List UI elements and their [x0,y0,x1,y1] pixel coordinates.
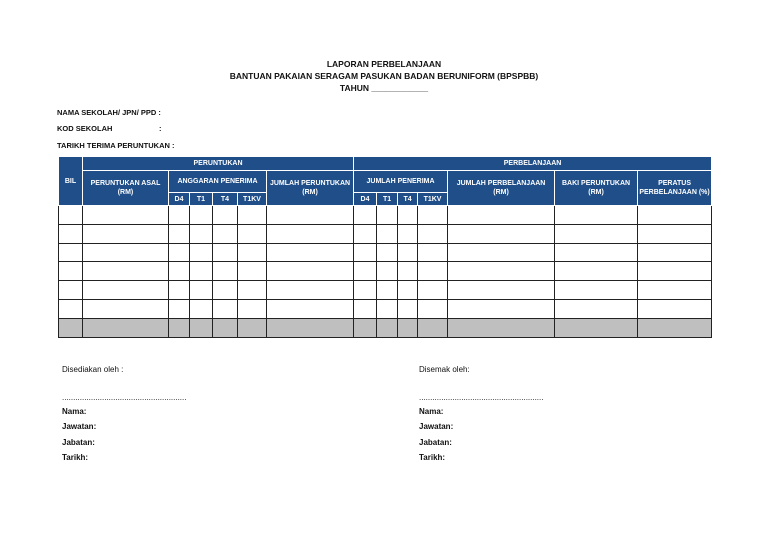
table-cell[interactable] [267,224,354,243]
table-cell[interactable] [190,281,213,300]
table-cell[interactable] [169,318,190,337]
table-cell[interactable] [238,299,267,318]
prepared-by-label: Disediakan oleh : [62,365,124,374]
table-cell[interactable] [377,224,398,243]
table-cell[interactable] [354,318,377,337]
table-cell[interactable] [555,299,638,318]
sub-col-d4: D4 [354,193,377,206]
table-cell[interactable] [448,281,555,300]
col-jumlah-penerima: JUMLAH PENERIMA [354,171,448,193]
table-cell[interactable] [555,243,638,262]
table-cell[interactable] [398,243,418,262]
table-cell[interactable] [377,299,398,318]
table-cell[interactable] [59,299,83,318]
table-cell[interactable] [398,224,418,243]
table-row [59,281,712,300]
table-cell[interactable] [638,299,712,318]
table-cell[interactable] [59,262,83,281]
position-label: Jawatan: [62,422,97,432]
report-subtitle: BANTUAN PAKAIAN SERAGAM PASUKAN BADAN BERUNIFORM (BPSPBB) [229,71,539,81]
table-cell[interactable] [267,281,354,300]
table-cell[interactable] [238,224,267,243]
table-cell[interactable] [638,243,712,262]
table-cell[interactable] [638,281,712,300]
table-cell[interactable] [213,243,238,262]
table-cell[interactable] [448,243,555,262]
table-cell[interactable] [418,243,448,262]
table-cell[interactable] [555,206,638,225]
table-cell[interactable] [418,299,448,318]
table-cell[interactable] [555,224,638,243]
school-code-colon: : [159,124,162,133]
col-bil: BIL [59,157,83,206]
table-row [59,206,712,225]
signature-line: ........................................................ [419,393,544,402]
table-cell[interactable] [448,262,555,281]
col-peruntukan-asal: PERUNTUKAN ASAL (RM) [83,171,169,206]
table-cell[interactable] [418,206,448,225]
table-cell[interactable] [418,224,448,243]
table-cell[interactable] [190,299,213,318]
table-cell[interactable] [169,243,190,262]
table-cell[interactable] [59,243,83,262]
table-row [59,299,712,318]
table-cell[interactable] [377,243,398,262]
table-cell[interactable] [83,243,169,262]
table-cell[interactable] [169,262,190,281]
table-cell[interactable] [377,318,398,337]
col-peratus-perbelanjaan: PERATUS PERBELANJAAN (%) [638,171,712,206]
table-cell[interactable] [448,318,555,337]
table-cell[interactable] [59,206,83,225]
table-cell[interactable] [190,243,213,262]
table-cell[interactable] [213,262,238,281]
table-cell[interactable] [83,299,169,318]
expenditure-table [58,156,712,338]
group-perbelanjaan: PERBELANJAAN [354,157,712,171]
group-peruntukan: PERUNTUKAN [83,157,354,171]
name-label: Nama: [62,407,87,416]
sub-col-t1kv: T1KV [238,193,267,206]
sub-col-t4: T4 [398,193,418,206]
table-cell[interactable] [213,206,238,225]
table-cell[interactable] [418,318,448,337]
table-cell[interactable] [267,318,354,337]
table-cell[interactable] [213,281,238,300]
table-cell[interactable] [448,299,555,318]
table-cell[interactable] [238,243,267,262]
report-title: LAPORAN PERBELANJAAN [326,59,442,69]
table-cell[interactable] [83,281,169,300]
table-cell[interactable] [169,206,190,225]
school-name-label: NAMA SEKOLAH/ JPN/ PPD : [57,108,161,117]
table-cell[interactable] [238,206,267,225]
table-cell[interactable] [59,281,83,300]
department-label: Jabatan: [419,437,452,447]
table-cell[interactable] [448,206,555,225]
sub-col-t1: T1 [190,193,213,206]
col-jumlah-perbelanjaan: JUMLAH PERBELANJAAN (RM) [448,171,555,206]
table-cell[interactable] [267,299,354,318]
date-label: Tarikh: [62,452,89,462]
table-cell[interactable] [377,206,398,225]
table-row [59,243,712,262]
school-code-text: KOD SEKOLAH [57,124,113,133]
checked-by-block [419,365,543,465]
table-cell[interactable] [398,281,418,300]
table-cell[interactable] [398,262,418,281]
table-cell[interactable] [555,262,638,281]
table-cell[interactable] [169,299,190,318]
table-cell[interactable] [59,318,83,337]
table-cell[interactable] [377,281,398,300]
table-cell[interactable] [190,224,213,243]
table-cell[interactable] [377,262,398,281]
table-cell[interactable] [418,281,448,300]
table-cell[interactable] [83,262,169,281]
total-row [59,318,712,337]
table-row [59,262,712,281]
table-cell[interactable] [190,318,213,337]
prepared-by-block [62,365,186,465]
table-cell[interactable] [354,243,377,262]
table-cell[interactable] [213,224,238,243]
department-label: Jabatan: [62,437,95,447]
table-cell[interactable] [555,318,638,337]
table-cell[interactable] [638,224,712,243]
table-cell[interactable] [190,262,213,281]
table-cell[interactable] [638,262,712,281]
position-label: Jawatan: [419,422,454,432]
table-cell[interactable] [448,224,555,243]
table-cell[interactable] [59,224,83,243]
table-cell[interactable] [190,206,213,225]
table-cell[interactable] [213,299,238,318]
sub-col-d4: D4 [169,193,190,206]
col-jumlah-peruntukan: JUMLAH PERUNTUKAN (RM) [267,171,354,206]
table-cell[interactable] [83,224,169,243]
table-cell[interactable] [354,262,377,281]
school-code-label [57,124,162,133]
table-cell[interactable] [267,243,354,262]
table-cell[interactable] [354,224,377,243]
allocation-date-label: TARIKH TERIMA PERUNTUKAN : [57,141,175,150]
table-cell[interactable] [169,281,190,300]
checked-by-label: Disemak oleh: [419,365,470,374]
signature-line: ........................................................ [62,393,187,402]
table-cell[interactable] [238,262,267,281]
sub-col-t1: T1 [377,193,398,206]
table-cell[interactable] [398,206,418,225]
table-cell[interactable] [238,318,267,337]
table-cell[interactable] [213,318,238,337]
table-cell[interactable] [238,281,267,300]
sub-col-t1kv: T1KV [418,193,448,206]
table-cell[interactable] [418,262,448,281]
table-cell[interactable] [354,281,377,300]
table-row [59,224,712,243]
col-anggaran-penerima: ANGGARAN PENERIMA [169,171,267,193]
date-label: Tarikh: [419,452,446,462]
table-cell[interactable] [354,206,377,225]
table-cell[interactable] [83,206,169,225]
sub-col-t4: T4 [213,193,238,206]
col-baki-peruntukan: BAKI PERUNTUKAN (RM) [555,171,638,206]
table-cell[interactable] [83,318,169,337]
table-cell[interactable] [267,206,354,225]
table-cell[interactable] [354,299,377,318]
table-cell[interactable] [169,224,190,243]
report-year: TAHUN ____________ [339,83,429,93]
table-cell[interactable] [267,262,354,281]
table-cell[interactable] [638,318,712,337]
table-cell[interactable] [398,318,418,337]
name-label: Nama: [419,407,444,416]
table-cell[interactable] [638,206,712,225]
table-cell[interactable] [398,299,418,318]
table-cell[interactable] [555,281,638,300]
